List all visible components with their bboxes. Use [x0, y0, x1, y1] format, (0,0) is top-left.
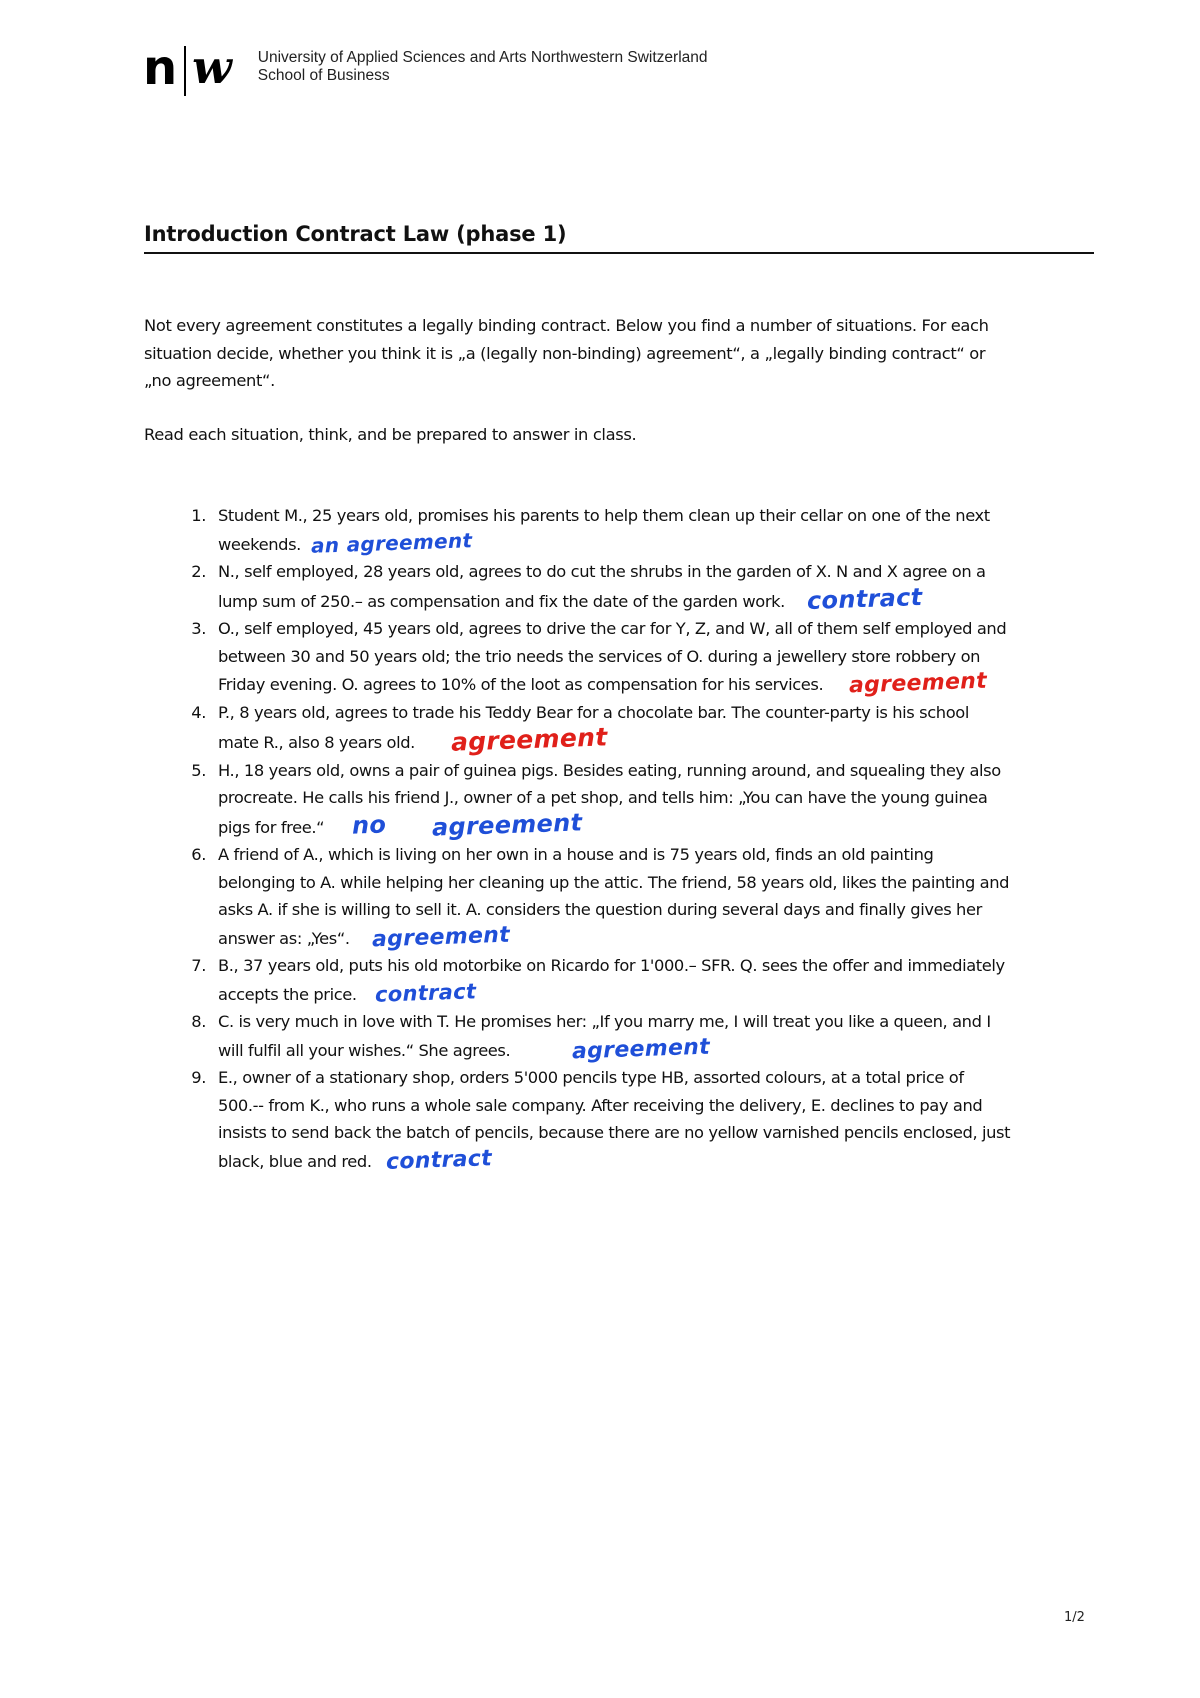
situation-line-text: black, blue and red. [218, 1151, 372, 1171]
page-header [143, 40, 708, 98]
situation-item-8 [144, 1008, 1096, 1064]
situation-line-text: accepts the price. [218, 984, 357, 1004]
fhnw-logo [143, 40, 232, 98]
situation-line [218, 582, 1096, 616]
handwritten-answer-word: no [351, 809, 387, 840]
situation-number: 5. [191, 760, 206, 780]
situation-line: 500.-- from K., who runs a whole sale company. After receiving the delivery, E. declines to pay and [218, 1095, 983, 1115]
situation-line: O., self employed, 45 years old, agrees to drive the car for Y, Z, and W, all of them self employed and [218, 619, 1007, 638]
situation-line-text: pigs for free.“ [218, 817, 325, 837]
situation-line [218, 670, 1096, 699]
situation-line: E., owner of a stationary shop, orders 5'000 pencils type HB, assorted colours, at a total price of [218, 1068, 964, 1087]
situation-item-3 [144, 615, 1096, 699]
document-title: Introduction Contract Law (phase 1) [144, 222, 567, 246]
handwritten-answer: contract [385, 1145, 493, 1175]
intro-line: situation decide, whether you think it is „a (legally non-binding) agreement“, a „legally binding contract“ or [144, 343, 986, 363]
situation-number: 8. [191, 1012, 206, 1031]
situation-line-text: weekends. [218, 534, 301, 554]
situation-number: 6. [191, 845, 206, 864]
situation-line-text: will fulfil all your wishes.“ She agrees. [218, 1040, 511, 1060]
page-number: 1/2 [1064, 1610, 1085, 1625]
logo-letter-n: n [143, 40, 177, 96]
situation-item-4 [144, 699, 1096, 757]
situation-item-2 [144, 558, 1096, 615]
handwritten-answer: agreement [371, 922, 511, 952]
situation-line [218, 807, 1096, 842]
situation-line: P., 8 years old, agrees to trade his Teddy Bear for a chocolate bar. The counter-party is his school [218, 702, 969, 722]
situation-list [144, 502, 1096, 1175]
situation-line: N., self employed, 28 years old, agrees to do cut the shrubs in the garden of X. N and X agree on a [218, 562, 986, 581]
handwritten-answer: agreement [848, 668, 988, 699]
situation-number: 7. [191, 956, 206, 975]
situation-item-7 [144, 952, 1096, 1008]
situation-line [218, 527, 1096, 559]
intro-line: Not every agreement constitutes a legally binding contract. Below you find a number of situations. For each [144, 316, 989, 335]
situation-item-1 [144, 502, 1096, 558]
situation-line-text: answer as: „Yes“. [218, 928, 350, 948]
situation-line [218, 1147, 1096, 1176]
situation-line: insists to send back the batch of pencils, because there are no yellow varnished pencils enclosed, just [218, 1123, 1011, 1142]
situation-line: procreate. He calls his friend J., owner of a pet shop, and tells him: „You can have the young guinea [218, 788, 988, 807]
intro-paragraph [144, 312, 1094, 395]
org-line-university: University of Applied Sciences and Arts Northwestern Switzerland [257, 49, 708, 66]
situation-line: C. is very much in love with T. He promises her: „If you marry me, I will treat you like a queen, and I [218, 1012, 991, 1031]
situation-line: belonging to A. while helping her cleaning up the attic. The friend, 58 years old, likes the painting and [218, 872, 1010, 892]
handwritten-answer: agreement [450, 722, 608, 757]
logo-divider [184, 46, 186, 96]
situation-item-6 [144, 841, 1096, 952]
situation-item-9 [144, 1064, 1096, 1175]
logo-letter-w: w [192, 40, 232, 94]
org-line-school: School of Business [257, 67, 390, 84]
handwritten-answer: contract [806, 582, 923, 615]
situation-number: 4. [191, 702, 206, 722]
handwritten-answer-word: agreement [431, 807, 584, 842]
situation-line-text: Friday evening. O. agrees to 10% of the loot as compensation for his services. [218, 675, 824, 694]
situation-line: between 30 and 50 years old; the trio needs the services of O. during a jewellery store robbery on [218, 646, 981, 666]
handwritten-answer: agreement [571, 1034, 711, 1064]
situation-number: 9. [191, 1068, 206, 1087]
situation-line-text: lump sum of 250.– as compensation and fix the date of the garden work. [218, 591, 785, 611]
situation-line: A friend of A., which is living on her own in a house and is 75 years old, finds an old painting [218, 845, 934, 864]
situation-line [218, 980, 1096, 1009]
organization-name [258, 49, 708, 85]
instruction-paragraph: Read each situation, think, and be prepared to answer in class. [144, 425, 637, 444]
situation-line: asks A. if she is willing to sell it. A. considers the question during several days and finally gives her [218, 900, 982, 919]
situation-item-5 [144, 757, 1096, 842]
situation-number: 3. [191, 619, 206, 638]
situation-line: H., 18 years old, owns a pair of guinea pigs. Besides eating, running around, and squealing they also [218, 760, 1001, 780]
situation-line [218, 1036, 1096, 1065]
situation-line-text: mate R., also 8 years old. [218, 733, 415, 752]
intro-line: „no agreement“. [144, 371, 275, 390]
situation-line [218, 924, 1096, 953]
situation-line: Student M., 25 years old, promises his parents to help them clean up their cellar on one of the next [218, 506, 990, 525]
situation-number: 1. [191, 506, 206, 525]
situation-number: 2. [191, 562, 206, 581]
title-underline [144, 252, 1094, 254]
situation-line [218, 722, 1096, 757]
situation-line: B., 37 years old, puts his old motorbike on Ricardo for 1'000.– SFR. Q. sees the offer and immediately [218, 956, 1005, 975]
handwritten-answer: contract [374, 978, 477, 1007]
handwritten-answer: an agreement [310, 527, 473, 558]
